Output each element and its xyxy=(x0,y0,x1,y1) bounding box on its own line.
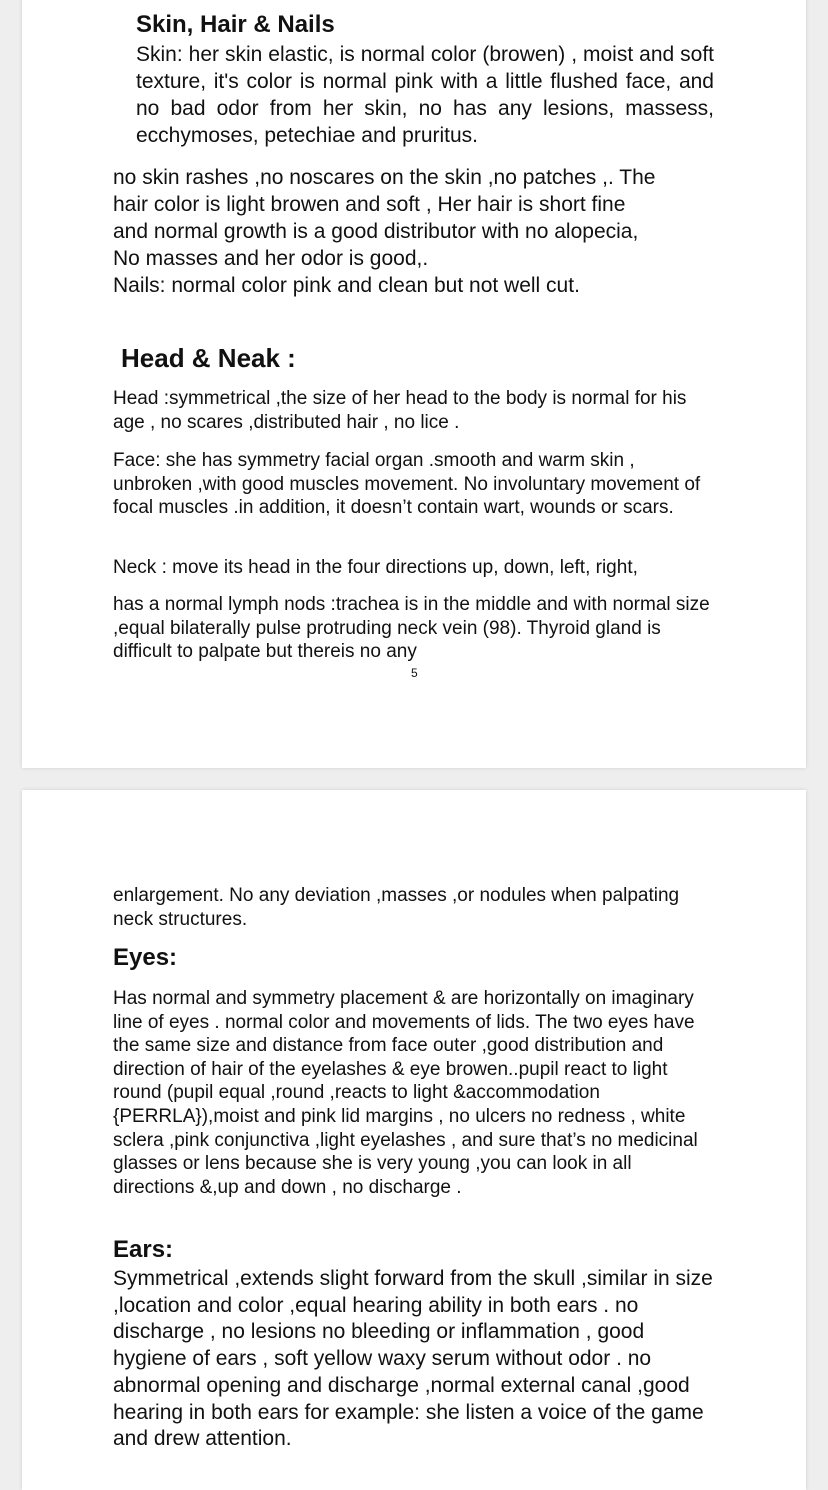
head-neck-heading: Head & Neak : xyxy=(121,343,296,373)
document-page-1 xyxy=(22,0,806,768)
neck-paragraph: Neck : move its head in the four directions up, down, left, right, xyxy=(113,557,638,578)
neck-continued-paragraph: enlargement. No any deviation ,masses ,or nodules when palpating neck structures. xyxy=(113,885,680,930)
skin-line: hair color is light browen and soft , Her hair is short fine xyxy=(113,193,626,216)
skin-line: no skin rashes ,no noscares on the skin ,no patches ,. The xyxy=(113,166,656,189)
face-paragraph: Face: she has symmetry facial organ .smooth and warm skin , unbroken ,with good muscles movement. No involuntary movement of focal muscles .in addition, it doesn’t contain wart, wounds or scars. xyxy=(113,450,701,519)
ears-paragraph: Symmetrical ,extends slight forward from the skull ,similar in size ,location and color ,equal hearing ability in both ears . no discharge , no lesions no bleeding or inflammation , good hygiene of ears , soft yellow waxy serum without odor . no abnormal opening and discharge ,normal external canal ,good hearing in both ears for example: she listen a voice of the game and drew attention. xyxy=(113,1267,713,1451)
eyes-paragraph: Has normal and symmetry placement & are horizontally on imaginary line of eyes . normal color and movements of lids. The two eyes have the same size and distance from face outer ,good distribution and direction of hair of the eyelashes & eye browen..pupil react to light round (pupil equal ,round ,reacts to light &accommodation {PERRLA}),moist and pink lid margins , no ulcers no redness , white sclera ,pink conjunctiva ,light eyelashes , and sure that’s no medicinal glasses or lens because she is very young ,you can look in all directions &,up and down , no discharge . xyxy=(113,988,698,1198)
skin-hair-nails-heading: Skin, Hair & Nails xyxy=(136,11,335,38)
skin-line: and normal growth is a good distributor with no alopecia, xyxy=(113,220,639,243)
head-paragraph: Head :symmetrical ,the size of her head to the body is normal for his age , no scares ,distributed hair , no lice . xyxy=(113,388,687,433)
page-number: 5 xyxy=(411,666,418,680)
document-page-2 xyxy=(22,790,806,1490)
eyes-heading: Eyes: xyxy=(113,944,178,971)
nails-line: Nails: normal color pink and clean but not well cut. xyxy=(113,274,580,297)
ears-heading: Ears: xyxy=(113,1236,174,1263)
skin-paragraph: Skin: her skin elastic, is normal color (browen) , moist and soft texture, it's color is normal pink with a little flushed face, and no bad odor from her skin, no has any lesions, massess, ecchymoses, petechiae and pruritus. xyxy=(136,43,714,147)
lymph-paragraph: has a normal lymph nods :trachea is in the middle and with normal size ,equal bilaterally pulse protruding neck vein (98). Thyroid gland is difficult to palpate but thereis no any xyxy=(113,594,710,663)
skin-line: No masses and her odor is good,. xyxy=(113,247,429,270)
